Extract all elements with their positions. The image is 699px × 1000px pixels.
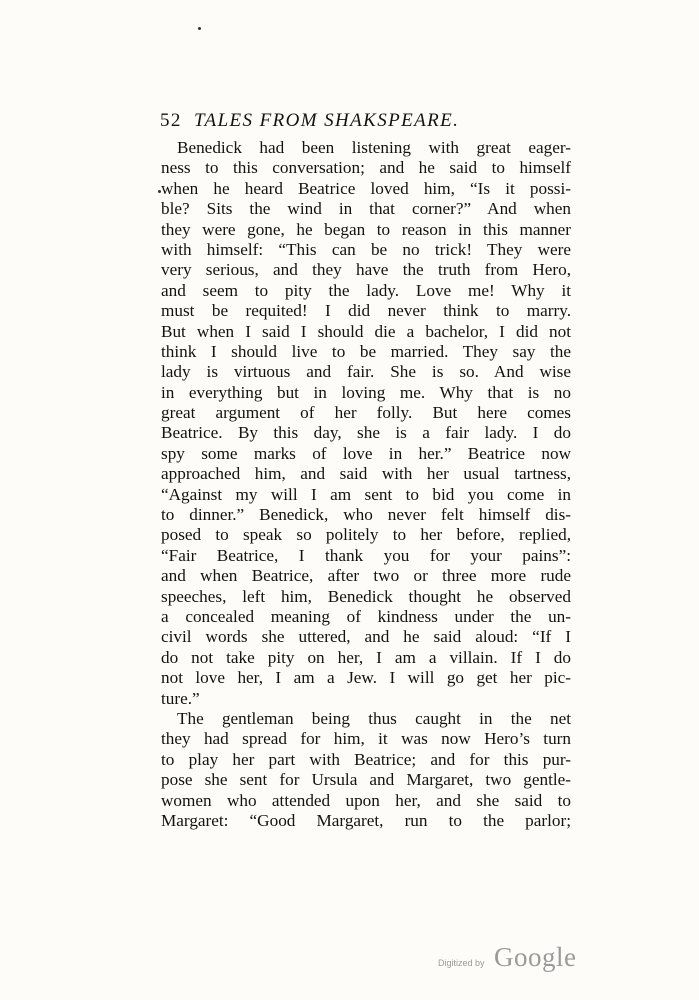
text-line: But when I said I should die a bachelor, I did not bbox=[161, 321, 571, 341]
text-line: spy some marks of love in her.” Beatrice now bbox=[161, 443, 571, 463]
page-number: 52 bbox=[160, 110, 182, 131]
text-line: pose she sent for Ursula and Margaret, two gentle- bbox=[161, 770, 571, 790]
text-line: to dinner.” Benedick, who never felt himself dis- bbox=[161, 505, 571, 525]
text-line: Beatrice. By this day, she is a fair lady. I do bbox=[161, 423, 571, 443]
text-line: great argument of her folly. But here comes bbox=[161, 403, 571, 423]
text-line: posed to speak so politely to her before, replied, bbox=[161, 525, 571, 545]
text-line: speeches, left him, Benedick thought he observed bbox=[161, 586, 571, 606]
text-line: “Against my will I am sent to bid you come in bbox=[161, 484, 571, 504]
text-line: a concealed meaning of kindness under the un- bbox=[161, 606, 571, 626]
text-line: ness to this conversation; and he said to himself bbox=[161, 158, 571, 178]
text-line: think I should live to be married. They say the bbox=[161, 341, 571, 361]
text-line: women who attended upon her, and she said to bbox=[161, 790, 571, 810]
scan-speck bbox=[198, 27, 201, 30]
text-line: must be requited! I did never think to marry. bbox=[161, 301, 571, 321]
watermark-brand: Google bbox=[494, 942, 577, 972]
text-line: Benedick had been listening with great eager- bbox=[177, 138, 571, 157]
text-line: Margaret: “Good Margaret, run to the parlor; bbox=[161, 810, 571, 830]
text-line: The gentleman being thus caught in the net bbox=[177, 708, 571, 728]
text-line: not love her, I am a Jew. I will go get her pic- bbox=[161, 668, 571, 688]
text-line: and seem to pity the lady. Love me! Why it bbox=[161, 280, 571, 300]
text-line: do not take pity on her, I am a villain. If I do bbox=[161, 647, 571, 667]
text-line: very serious, and they have the truth from Hero, bbox=[161, 260, 571, 280]
text-line: ture.” bbox=[161, 688, 200, 708]
digitization-watermark bbox=[438, 940, 588, 980]
text-line: lady is virtuous and fair. She is so. And wise bbox=[161, 362, 571, 382]
text-line: in everything but in loving me. Why that is no bbox=[161, 382, 571, 402]
text-line: “Fair Beatrice, I thank you for your pains”: bbox=[161, 545, 571, 565]
text-line: ble? Sits the wind in that corner?” And when bbox=[161, 199, 571, 219]
text-line: civil words she uttered, and he said aloud: “If I bbox=[161, 627, 571, 647]
text-line: to play her part with Beatrice; and for this pur- bbox=[161, 749, 571, 769]
body-text bbox=[161, 138, 571, 831]
watermark-caption: Digitized by bbox=[438, 958, 485, 968]
text-line: when he heard Beatrice loved him, “Is it possi- bbox=[161, 178, 571, 198]
running-header bbox=[160, 108, 510, 138]
text-line: with himself: “This can be no trick! They were bbox=[161, 239, 571, 259]
text-line: they were gone, he began to reason in this manner bbox=[161, 219, 571, 239]
running-title: TALES FROM SHAKSPEARE. bbox=[194, 110, 460, 131]
text-line: approached him, and said with her usual tartness, bbox=[161, 464, 571, 484]
text-line: they had spread for him, it was now Hero’s turn bbox=[161, 729, 571, 749]
text-line: and when Beatrice, after two or three more rude bbox=[161, 566, 571, 586]
